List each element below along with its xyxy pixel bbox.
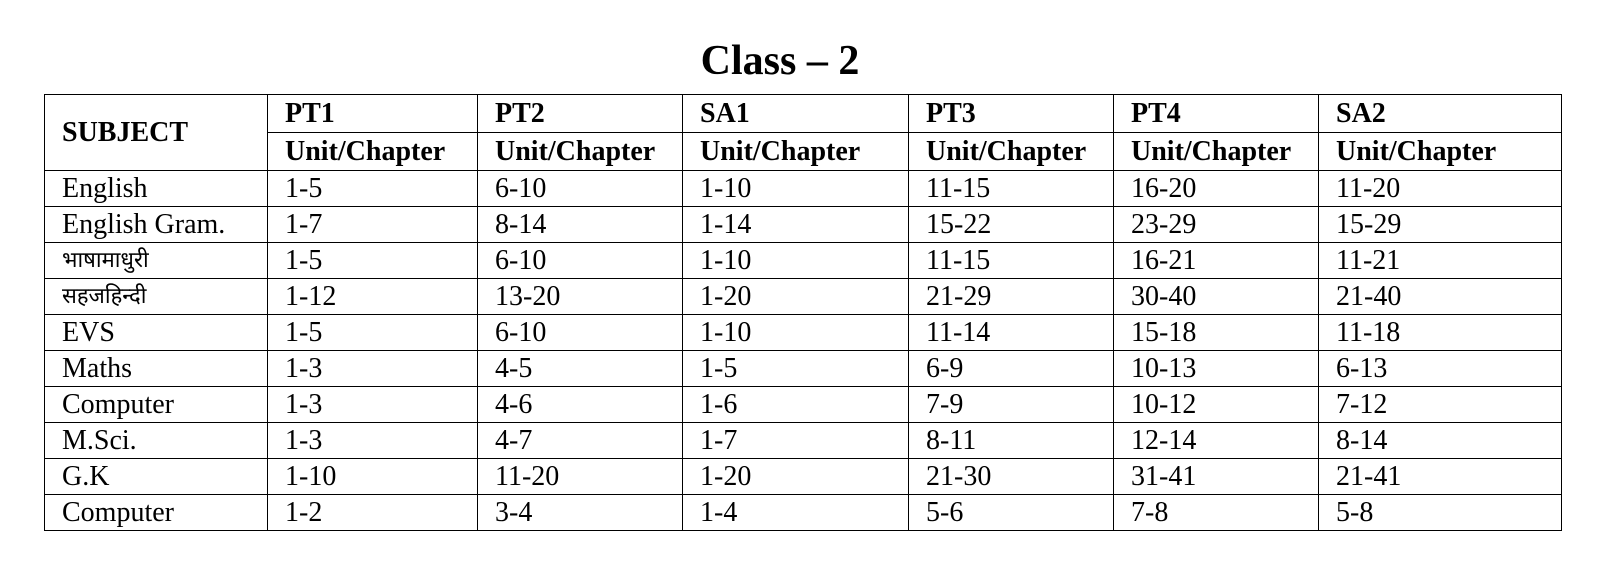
chapter-range-cell: 1-2 (268, 495, 478, 531)
chapter-range-cell: 6-13 (1319, 351, 1562, 387)
subject-cell: M.Sci. (45, 423, 268, 459)
chapter-range-cell: 5-6 (909, 495, 1114, 531)
table-row (45, 243, 1562, 279)
unit-chapter-label: Unit/Chapter (700, 136, 861, 167)
chapter-range-cell: 6-9 (909, 351, 1114, 387)
chapter-range-cell: 7-8 (1114, 495, 1319, 531)
chapter-range-cell: 23-29 (1114, 207, 1319, 243)
chapter-range-cell: 7-9 (909, 387, 1114, 423)
table-row (45, 423, 1562, 459)
chapter-range-cell: 11-14 (909, 315, 1114, 351)
chapter-range-cell: 1-10 (683, 171, 909, 207)
table-row (45, 459, 1562, 495)
chapter-range-cell: 16-21 (1114, 243, 1319, 279)
chapter-range-cell: 16-20 (1114, 171, 1319, 207)
column-header (909, 95, 1114, 171)
chapter-range-cell: 11-20 (1319, 171, 1562, 207)
chapter-range-cell: 12-14 (1114, 423, 1319, 459)
chapter-range-cell: 1-3 (268, 351, 478, 387)
chapter-range-cell: 15-18 (1114, 315, 1319, 351)
unit-chapter-label: Unit/Chapter (1131, 136, 1292, 167)
chapter-range-cell: 6-10 (478, 171, 683, 207)
subject-cell: EVS (45, 315, 268, 351)
chapter-range-cell: 11-15 (909, 171, 1114, 207)
table-row (45, 279, 1562, 315)
subject-cell: G.K (45, 459, 268, 495)
chapter-range-cell: 6-10 (478, 243, 683, 279)
chapter-range-cell: 1-7 (683, 423, 909, 459)
page-title: Class – 2 (700, 38, 860, 84)
chapter-range-cell: 1-14 (683, 207, 909, 243)
unit-chapter-label: Unit/Chapter (1336, 136, 1497, 167)
chapter-range-cell: 1-5 (268, 171, 478, 207)
chapter-range-cell: 1-3 (268, 387, 478, 423)
chapter-range-cell: 1-5 (268, 243, 478, 279)
chapter-range-cell: 11-20 (478, 459, 683, 495)
table-body (45, 171, 1562, 531)
chapter-range-cell: 11-15 (909, 243, 1114, 279)
column-header (268, 95, 478, 171)
chapter-range-cell: 7-12 (1319, 387, 1562, 423)
unit-chapter-label: Unit/Chapter (926, 136, 1087, 167)
table-row (45, 351, 1562, 387)
chapter-range-cell: 4-5 (478, 351, 683, 387)
chapter-range-cell: 1-6 (683, 387, 909, 423)
chapter-range-cell: 1-7 (268, 207, 478, 243)
subject-cell: English (45, 171, 268, 207)
chapter-range-cell: 10-12 (1114, 387, 1319, 423)
header-row (45, 95, 1562, 171)
column-header (683, 95, 909, 171)
subject-cell: Computer (45, 495, 268, 531)
subject-cell: Computer (45, 387, 268, 423)
chapter-range-cell: 4-7 (478, 423, 683, 459)
chapter-range-cell: 30-40 (1114, 279, 1319, 315)
syllabus-table (44, 94, 1562, 531)
chapter-range-cell: 15-22 (909, 207, 1114, 243)
column-header (1319, 95, 1562, 171)
term-label: PT2 (478, 95, 682, 133)
chapter-range-cell: 8-14 (1319, 423, 1562, 459)
term-label: PT1 (268, 95, 477, 133)
term-label: PT3 (909, 95, 1113, 133)
chapter-range-cell: 1-12 (268, 279, 478, 315)
chapter-range-cell: 11-18 (1319, 315, 1562, 351)
column-header (478, 95, 683, 171)
table-row (45, 387, 1562, 423)
subject-header: SUBJECT (45, 95, 268, 171)
table-row (45, 315, 1562, 351)
chapter-range-cell: 1-5 (268, 315, 478, 351)
subject-cell: सहजहिन्दी (45, 279, 268, 315)
chapter-range-cell: 1-3 (268, 423, 478, 459)
unit-chapter-label: Unit/Chapter (495, 136, 656, 167)
table-row (45, 171, 1562, 207)
chapter-range-cell: 6-10 (478, 315, 683, 351)
column-header (1114, 95, 1319, 171)
unit-chapter-label: Unit/Chapter (285, 136, 446, 167)
chapter-range-cell: 1-10 (268, 459, 478, 495)
chapter-range-cell: 4-6 (478, 387, 683, 423)
chapter-range-cell: 13-20 (478, 279, 683, 315)
chapter-range-cell: 21-29 (909, 279, 1114, 315)
chapter-range-cell: 1-10 (683, 243, 909, 279)
subject-cell: English Gram. (45, 207, 268, 243)
chapter-range-cell: 1-20 (683, 279, 909, 315)
chapter-range-cell: 10-13 (1114, 351, 1319, 387)
chapter-range-cell: 31-41 (1114, 459, 1319, 495)
chapter-range-cell: 15-29 (1319, 207, 1562, 243)
subject-cell: भाषामाधुरी (45, 243, 268, 279)
chapter-range-cell: 21-41 (1319, 459, 1562, 495)
chapter-range-cell: 5-8 (1319, 495, 1562, 531)
chapter-range-cell: 3-4 (478, 495, 683, 531)
term-label: PT4 (1114, 95, 1318, 133)
term-label: SA1 (683, 95, 908, 133)
chapter-range-cell: 8-14 (478, 207, 683, 243)
chapter-range-cell: 1-10 (683, 315, 909, 351)
chapter-range-cell: 1-4 (683, 495, 909, 531)
chapter-range-cell: 1-5 (683, 351, 909, 387)
term-label: SA2 (1319, 95, 1561, 133)
chapter-range-cell: 1-20 (683, 459, 909, 495)
subject-cell: Maths (45, 351, 268, 387)
chapter-range-cell: 21-30 (909, 459, 1114, 495)
table-row (45, 207, 1562, 243)
chapter-range-cell: 11-21 (1319, 243, 1562, 279)
table-row (45, 495, 1562, 531)
chapter-range-cell: 8-11 (909, 423, 1114, 459)
chapter-range-cell: 21-40 (1319, 279, 1562, 315)
